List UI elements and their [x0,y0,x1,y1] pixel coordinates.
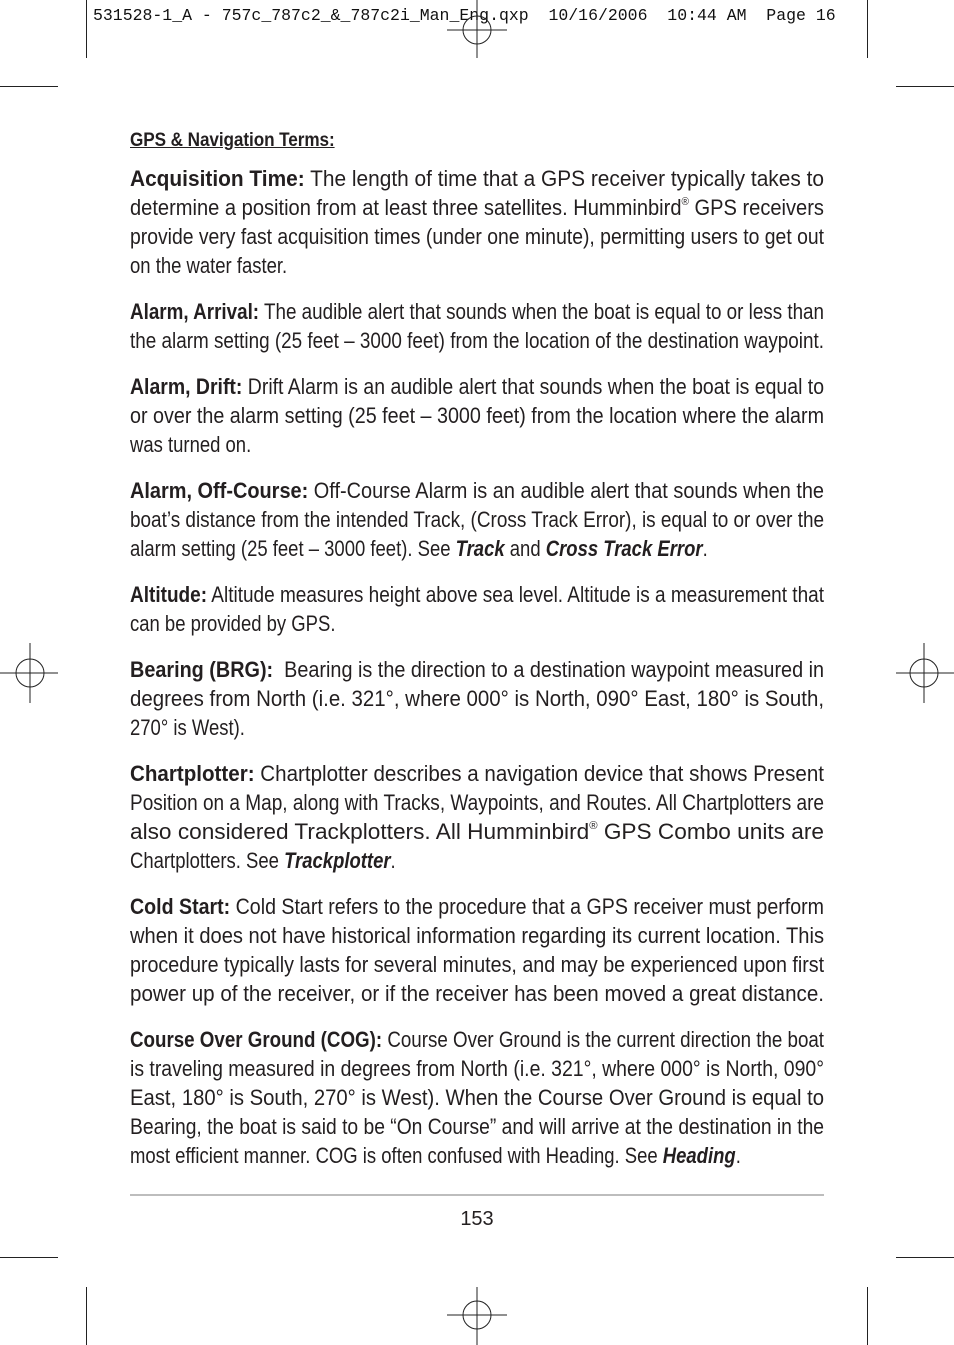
term-label: Cold Start: [130,894,231,919]
cross-reference: Track [455,536,505,561]
definition-text: and [504,536,546,561]
crop-mark-bottom-left-vertical [86,1287,87,1345]
registration-mark-bottom-icon [447,1285,507,1345]
definition-text: Chartplotters. See [130,848,285,873]
term-label: Acquisition Time: [130,166,305,191]
definition-text: . [390,848,396,873]
footer-rule [130,1194,824,1196]
definition-text: Drift Alarm is an audible alert that sounds when the boat is equal to [247,374,825,399]
glossary-entry-alarm-drift [130,372,824,459]
definition-text: GPS Combo units are [597,819,825,844]
glossary-entry-bearing [130,655,824,742]
glossary-entry-course-over-ground [130,1025,824,1170]
crop-mark-top-right-horizontal [896,86,954,87]
definition-text: . [702,536,708,561]
definition-text: The length of time that a GPS receiver typically takes to [310,166,824,191]
crop-mark-top-left-horizontal [0,86,58,87]
definition-text: when it does not have historical information regarding its current location. This [130,923,825,948]
definition-text: boat’s distance from the intended Track, (Cross Track Error), is equal to or over the [130,507,825,532]
definition-text: GPS receivers [688,195,824,220]
definition-text: most efficient manner. COG is often confused with Heading. See [130,1143,663,1168]
glossary-entry-acquisition-time [130,164,824,280]
crop-mark-bottom-right-horizontal [896,1257,954,1258]
crop-mark-bottom-left-horizontal [0,1257,58,1258]
glossary-entry-cold-start [130,892,824,1008]
definition-text: determine a position from at least three satellites. Humminbird [130,195,682,220]
definition-text: Cold Start refers to the procedure that a GPS receiver must perform [235,894,824,919]
definition-text: . [735,1143,741,1168]
definition-text: or over the alarm setting (25 feet – 3000 feet) from the location where the alarm [130,403,825,428]
definition-text: is traveling measured in degrees from North (i.e. 321°, where 000° is North, 090° [130,1056,825,1081]
definition-text: on the water faster. [130,253,288,278]
term-label: Course Over Ground (COG): [130,1027,383,1052]
definition-text: the alarm setting (25 feet – 3000 feet) from the location of the destination waypoint. [130,328,824,353]
definition-text: provide very fast acquisition times (under one minute), permitting users to get out [130,224,824,249]
page-number: 153 [460,1208,494,1230]
registered-mark: ® [589,820,598,832]
definition-text: was turned on. [130,432,252,457]
definition-text: Off-Course Alarm is an audible alert that sounds when the [313,478,825,503]
glossary-entry-alarm-arrival [130,297,824,355]
slug-line: 531528-1_A - 757c_787c2_&_787c2i_Man_Eng.qxp 10/16/2006 10:44 AM Page 16 [93,6,836,25]
definition-text: Bearing, the boat is said to be “On Course” and will arrive at the destination in the [130,1114,825,1139]
crop-mark-top-left-vertical [86,0,87,58]
crop-mark-top-right-vertical [867,0,868,58]
glossary-body [130,126,824,1187]
definition-text: can be provided by GPS. [130,611,336,636]
term-label: Alarm, Arrival: [130,299,260,324]
definition-text: The audible alert that sounds when the boat is equal to or less than [263,299,825,324]
definition-text: alarm setting (25 feet – 3000 feet). See [130,536,456,561]
cross-reference: Heading [662,1143,736,1168]
cross-reference: Cross Track Error [545,536,703,561]
term-label: Chartplotter: [130,761,255,786]
registered-mark: ® [681,196,689,208]
term-label: Altitude: [130,582,208,607]
term-label: Alarm, Drift: [130,374,243,399]
glossary-entry-alarm-off-course [130,476,824,563]
definition-text: East, 180° is South, 270° is West). When the Course Over Ground is equal to [130,1085,824,1110]
glossary-entry-chartplotter [130,759,824,875]
crop-mark-bottom-right-vertical [867,1287,868,1345]
term-label: Bearing (BRG): [130,657,274,682]
term-label: Alarm, Off-Course: [130,478,309,503]
section-title: GPS & Navigation Terms: [130,129,335,151]
definition-text: 270° is West). [130,715,245,740]
definition-text: Chartplotter describes a navigation device that shows Present [260,761,824,786]
definition-text: degrees from North (i.e. 321°, where 000° is North, 090° East, 180° is South, [130,686,825,711]
definition-text: Position on a Map, along with Tracks, Waypoints, and Routes. All Chartplotters are [130,790,825,815]
cross-reference: Trackplotter [284,848,391,873]
registration-mark-right-icon [894,643,954,703]
definition-text: power up of the receiver, or if the receiver has been moved a great distance. [130,981,824,1006]
definition-text: Course Over Ground is the current direction the boat [387,1027,825,1052]
registration-mark-left-icon [0,643,60,703]
definition-text: procedure typically lasts for several minutes, and may be experienced upon first [130,952,825,977]
definition-text: Bearing is the direction to a destination waypoint measured in [284,657,825,682]
definition-text: also considered Trackplotters. All Humminbird [130,819,590,844]
glossary-entry-altitude [130,580,824,638]
definition-text: Altitude measures height above sea level. Altitude is a measurement that [211,582,824,607]
registration-mark-top-icon [447,0,507,60]
